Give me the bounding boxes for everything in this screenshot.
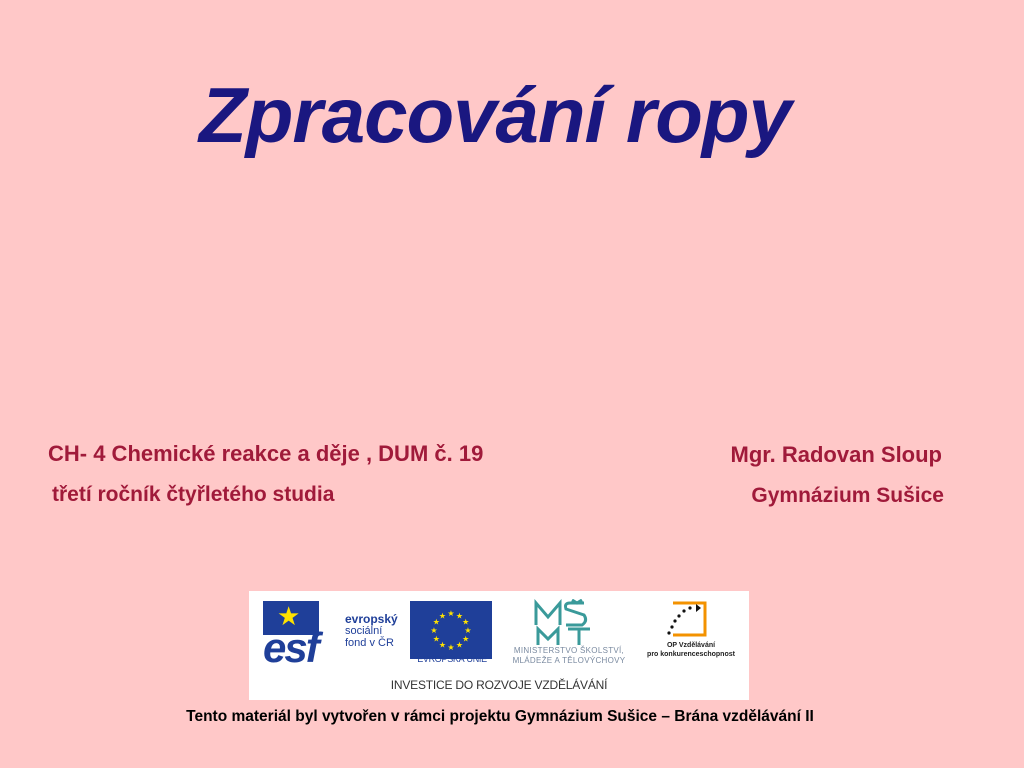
eu-star-icon: ★ (432, 617, 440, 627)
eu-star-icon: ★ (464, 626, 472, 635)
invest-slogan: INVESTICE DO ROZVOJE VZDĚLÁVÁNÍ (390, 678, 608, 692)
esf-logo (263, 601, 397, 669)
msmt-line-1: MINISTERSTVO ŠKOLSTVÍ, (513, 646, 625, 655)
esf-text (345, 613, 398, 649)
eu-star-icon: ★ (462, 634, 470, 644)
eu-label: EVROPSKÁ UNIE (417, 654, 487, 664)
msmt-logo-icon (532, 599, 612, 647)
author-name: Mgr. Radovan Sloup (730, 442, 942, 467)
eu-stars-icon (410, 601, 492, 659)
funding-logo-strip (249, 591, 749, 700)
course-info: CH- 4 Chemické reakce a děje , DUM č. 19 (48, 441, 484, 466)
eu-star-icon: ★ (447, 643, 455, 652)
slide-title: Zpracování ropy (199, 71, 791, 159)
eu-star-icon: ★ (455, 611, 464, 621)
op-line-1: OP Vzdělávání (666, 642, 716, 649)
op-text (641, 641, 741, 659)
study-year: třetí ročník čtyřletého studia (52, 483, 335, 506)
school-name: Gymnázium Sušice (751, 484, 944, 507)
star-icon: ★ (277, 601, 301, 631)
eu-flag-icon (410, 601, 492, 659)
esf-mark: esf (263, 624, 318, 671)
eu-star-icon: ★ (430, 626, 438, 635)
footer-note: Tento materiál byl vytvořen v rámci projektu Gymnázium Sušice – Brána vzdělávání II (186, 708, 814, 725)
eu-star-icon: ★ (432, 634, 440, 644)
eu-star-icon: ★ (455, 640, 464, 650)
esf-line-2: sociální (345, 625, 383, 637)
msmt-line-2: MLÁDEŽE A TĚLOVÝCHOVY (512, 656, 626, 665)
esf-line-1: evropský (345, 612, 398, 626)
eu-star-icon: ★ (438, 640, 447, 650)
op-line-2: pro konkurenceschopnost (647, 651, 735, 658)
eu-star-icon: ★ (438, 611, 447, 621)
eu-star-icon: ★ (447, 609, 455, 618)
op-logo-icon (665, 599, 709, 639)
esf-line-3: fond v ČR (345, 637, 394, 649)
eu-star-icon: ★ (462, 617, 470, 627)
msmt-text (499, 646, 639, 666)
